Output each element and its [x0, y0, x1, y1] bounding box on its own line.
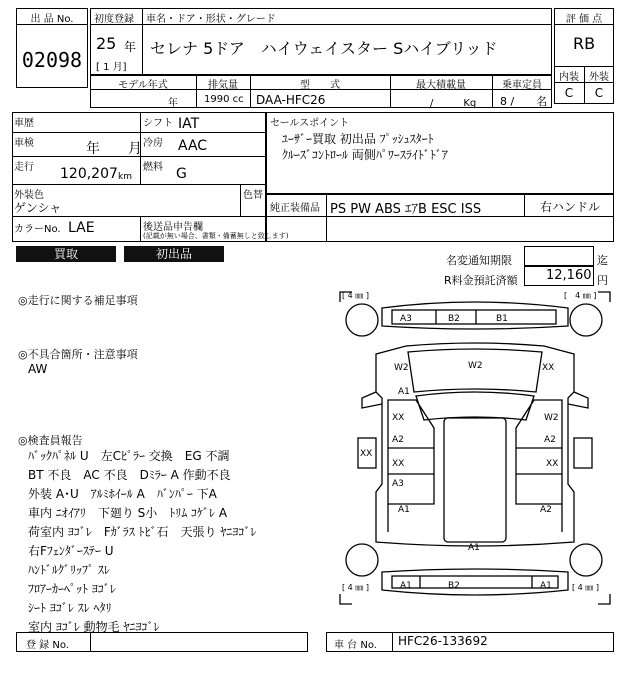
rating-value: RB	[572, 34, 596, 53]
first-reg-month: [ 1 月]	[96, 62, 127, 73]
driving-title: ◎走行に関する補足事項	[18, 294, 138, 307]
model-year-label: モデル年式	[118, 80, 168, 91]
model-year-unit: 年	[168, 98, 178, 109]
capacity-label: 乗車定員	[502, 80, 542, 91]
load-value: / Kg	[430, 98, 477, 109]
mark-right-w2: W2	[544, 413, 559, 423]
car-damage-diagram	[336, 288, 614, 628]
color-no-value: LAE	[68, 220, 95, 236]
mark-hood-w2-center: W2	[468, 361, 483, 371]
inspector-title: ◎検査員報告	[18, 434, 83, 447]
type-value: DAA-HFC26	[256, 93, 326, 107]
report-line-3: 外装 A･U ｱﾙﾐﾎｲｰﾙ A ﾊﾞﾝﾊﾟｰ 下A	[28, 487, 217, 501]
report-line-8: ﾌﾛｱｰｶｰﾍﾟｯﾄ ﾖｺﾞﾚ	[28, 582, 116, 596]
recycle-value: 12,160	[546, 268, 592, 283]
color-value: ゲンシャ	[14, 201, 62, 215]
mark-roof-a1: A1	[468, 543, 480, 553]
rear-panel	[392, 576, 558, 588]
chassis-value: HFC26-133692	[398, 634, 488, 648]
wheel-rear-left	[346, 544, 378, 576]
report-line-1: ﾊﾞｯｸﾊﾟﾈﾙ U 左Cﾋﾟﾗｰ 交換 EG 不調	[28, 449, 230, 463]
transfer-label: 名変通知期限	[446, 254, 512, 267]
color-no-label: カラーNo.	[14, 224, 61, 235]
ac-label: 冷房	[143, 138, 163, 149]
grille-panel	[392, 310, 556, 324]
mark-front-left-a1: A1	[398, 387, 410, 397]
ac-value: AAC	[178, 138, 208, 154]
roof-panel	[444, 418, 506, 542]
tag-buyout: 買取	[16, 246, 116, 262]
mark-rear-right-a2: A2	[540, 505, 552, 515]
fuel-label: 燃料	[143, 162, 163, 173]
mileage-unit: km	[118, 172, 132, 182]
interior-grade: C	[564, 86, 574, 100]
tire-depth-fr: [ 4 ㎜ ]	[564, 291, 597, 300]
inspection-label: 車検	[14, 138, 34, 149]
mark-left-xx2: XX	[392, 459, 405, 469]
equipment-label: 純正装備品	[270, 203, 320, 214]
report-line-2: BT 不良 AC 不良 Dﾐﾗｰ A 作動不良	[28, 468, 231, 482]
interior-label: 内装	[559, 72, 579, 83]
recycle-unit: 円	[597, 274, 608, 287]
mark-hood-w2-left: W2	[394, 363, 409, 373]
tag-first-listing: 初出品	[124, 246, 224, 262]
type-label: 型 式	[300, 80, 340, 91]
sales-point-1: ﾕｰｻﾞｰ買取 初出品 ﾌﾟｯｼｭｽﾀｰﾄ	[282, 132, 434, 146]
windshield	[416, 392, 534, 420]
color-change-label: 色替	[243, 190, 263, 201]
displacement-label: 排気量	[208, 80, 238, 91]
color-label: 外装色	[14, 190, 44, 201]
first-reg-year: 25	[96, 34, 117, 53]
report-line-4: 車内 ﾆｵｲｱﾘ 下廻り S小 ﾄﾘﾑ ｺｹﾞﾚ A	[28, 506, 228, 520]
mark-rear-b2: B2	[448, 581, 460, 591]
mark-rear-a1: A1	[400, 581, 412, 591]
tire-depth-rl: [ 4 ㎜ ]	[342, 583, 369, 592]
name-label: 車名・ドア・形状・グレード	[146, 14, 276, 25]
rating-label: 評 価 点	[565, 14, 603, 25]
wheel-front-left	[346, 304, 378, 336]
first-reg-label: 初度登録	[94, 14, 134, 25]
mark-left-xx: XX	[392, 413, 405, 423]
history-label: 車歴	[14, 118, 34, 129]
shift-label: シフト	[143, 118, 173, 129]
transfer-box	[524, 246, 594, 266]
mark-right-xx: XX	[546, 459, 559, 469]
sales-point-label: セールスポイント	[270, 118, 350, 129]
transfer-unit: 迄	[597, 254, 608, 267]
exterior-label: 外装	[589, 72, 609, 83]
recycle-label: R料金預託済額	[444, 274, 518, 287]
handle-value: 右ハンドル	[540, 200, 601, 214]
mark-right-a2: A2	[544, 435, 556, 445]
report-line-6: 右Fﾌｪﾝﾀﾞｰｽﾃｰ U	[28, 544, 114, 558]
first-reg-year-unit: 年	[124, 40, 137, 54]
sales-point-2: ｸﾙｰｽﾞｺﾝﾄﾛｰﾙ 両側ﾊﾟﾜｰｽﾗｲﾄﾞﾄﾞｱ	[282, 148, 448, 162]
exterior-grade: C	[594, 86, 604, 100]
mark-rear-a1-right: A1	[540, 581, 552, 591]
mark-front-b2: B2	[448, 314, 460, 324]
chassis-label: 車 台 No.	[334, 640, 377, 651]
lot-label: 出 品 No.	[30, 14, 74, 25]
car-name: セレナ 5ドア ハイウェイスター Sハイブリッド	[150, 39, 498, 58]
defect-title: ◎不具合箇所・注意事項	[18, 348, 138, 361]
report-line-10: 室内 ﾖｺﾞﾚ 動物毛 ﾔﾆﾖｺﾞﾚ	[28, 620, 160, 634]
mileage-label: 走行	[14, 162, 34, 173]
tire-depth-rr: [ 4 ㎜ ]	[572, 583, 599, 592]
displacement-value: 1990 cc	[204, 94, 244, 105]
shift-value: IAT	[178, 116, 200, 132]
defect-value: AW	[28, 362, 48, 376]
mark-side-xx: XX	[360, 449, 373, 459]
load-label: 最大積載量	[416, 80, 466, 91]
report-line-9: ｼｰﾄ ﾖｺﾞﾚ ｽﾚ ﾍﾀﾘ	[28, 601, 112, 615]
post-note: (記載が無い場合、書類・備蓄無しと致します)	[143, 232, 289, 240]
mark-front-b1: B1	[496, 314, 508, 324]
report-line-7: ﾊﾝﾄﾞﾙｸﾞﾘｯﾌﾟ ｽﾚ	[28, 563, 110, 577]
inspection-value: 年 月	[86, 141, 142, 157]
reg-no-label: 登 録 No.	[26, 640, 69, 651]
mark-front-a3: A3	[400, 314, 412, 324]
report-line-5: 荷室内 ﾖｺﾞﾚ Fｶﾞﾗｽ ﾄﾋﾞ石 天張り ﾔﾆﾖｺﾞﾚ	[28, 525, 257, 539]
wheel-rear-right	[570, 544, 602, 576]
mark-hood-xx: XX	[542, 363, 555, 373]
post-label: 後送品申告欄	[143, 222, 203, 233]
tire-depth-fl: [ 4 ㎜ ]	[342, 291, 369, 300]
mark-left-a2: A2	[392, 435, 404, 445]
wheel-front-right	[570, 304, 602, 336]
equipment-value: PS PW ABS ｴｱB ESC ISS	[330, 202, 482, 217]
mark-left-a3: A3	[392, 479, 404, 489]
capacity-value: 8 / 名	[500, 95, 548, 108]
fuel-value: G	[176, 166, 187, 182]
mark-rear-left-a1: A1	[398, 505, 410, 515]
mileage-value: 120,207	[60, 166, 118, 182]
lot-number: 02098	[21, 48, 83, 72]
